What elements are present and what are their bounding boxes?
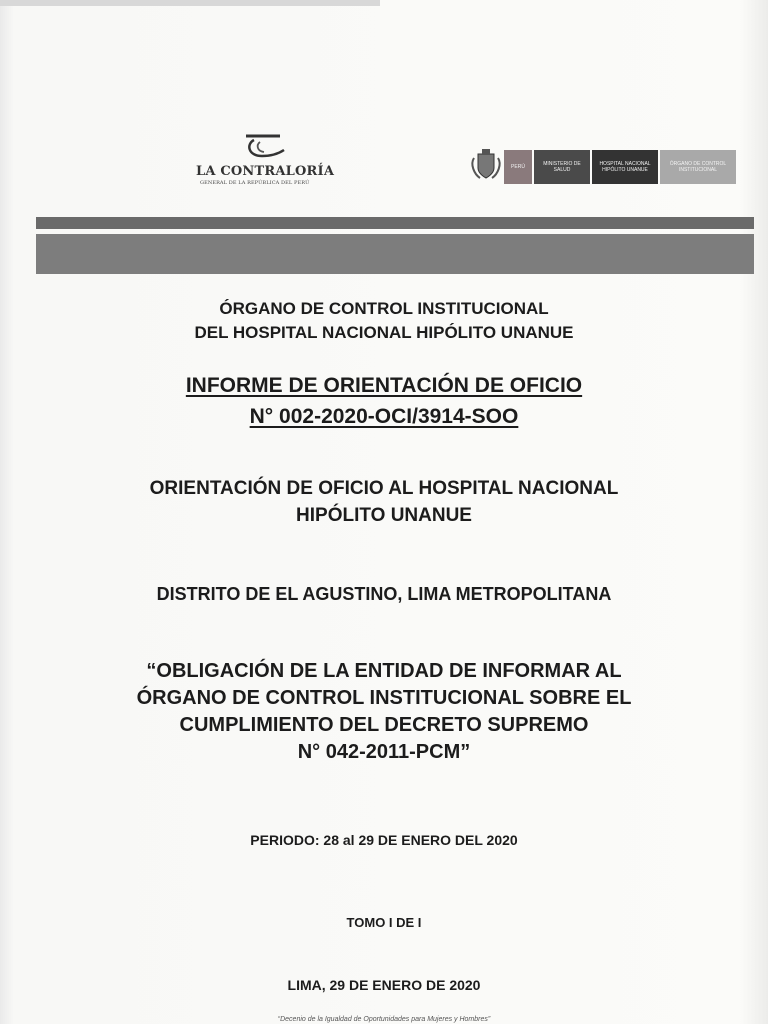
organo-control-label: ÓRGANO DE CONTROL INSTITUCIONAL xyxy=(660,150,736,184)
coat-of-arms-icon xyxy=(470,148,502,182)
titulo-line-4: N° 042-2011-PCM” xyxy=(297,741,471,763)
orientacion-line-1: ORIENTACIÓN DE OFICIO AL HOSPITAL NACIONAL xyxy=(149,478,619,499)
titulo-line-2: ÓRGANO DE CONTROL INSTITUCIONAL SOBRE EL xyxy=(136,687,632,709)
contraloria-name: LA CONTRALORÍA xyxy=(196,164,335,179)
peru-label: PERÚ xyxy=(504,150,532,184)
lugar-fecha: LIMA, 29 DE ENERO DE 2020 xyxy=(287,977,481,993)
titulo-line-3: CUMPLIMIENTO DEL DECRETO SUPREMO xyxy=(179,714,589,736)
organo-line-2: DEL HOSPITAL NACIONAL HIPÓLITO UNANUE xyxy=(194,323,574,342)
header-band-thick xyxy=(36,234,754,274)
tomo: TOMO I DE I xyxy=(346,915,422,930)
contraloria-subtitle: GENERAL DE LA REPÚBLICA DEL PERÚ xyxy=(200,180,310,186)
header-band-thin xyxy=(36,217,754,229)
contraloria-logo xyxy=(196,132,336,188)
ministerio-label: MINISTERIO DE SALUD xyxy=(534,150,590,184)
informe-number: N° 002-2020-OCI/3914-SOO xyxy=(249,405,519,428)
periodo: PERIODO: 28 al 29 DE ENERO DEL 2020 xyxy=(250,832,518,848)
orientacion-line-2: HIPÓLITO UNANUE xyxy=(296,505,472,526)
contraloria-emblem-icon xyxy=(240,132,288,162)
titulo-line-1: “OBLIGACIÓN DE LA ENTIDAD DE INFORMAR AL xyxy=(146,660,622,682)
institution-logo-strip xyxy=(470,146,736,184)
organo-line-1: ÓRGANO DE CONTROL INSTITUCIONAL xyxy=(219,299,549,318)
hospital-label: HOSPITAL NACIONAL HIPÓLITO UNANUE xyxy=(592,150,658,184)
scan-artifact xyxy=(0,0,380,6)
footer-slogan: “Decenio de la Igualdad de Oportunidades para Mujeres y Hombres” xyxy=(277,1016,491,1023)
distrito: DISTRITO DE EL AGUSTINO, LIMA METROPOLITANA xyxy=(156,584,612,604)
informe-title-line-1: INFORME DE ORIENTACIÓN DE OFICIO xyxy=(185,374,583,397)
